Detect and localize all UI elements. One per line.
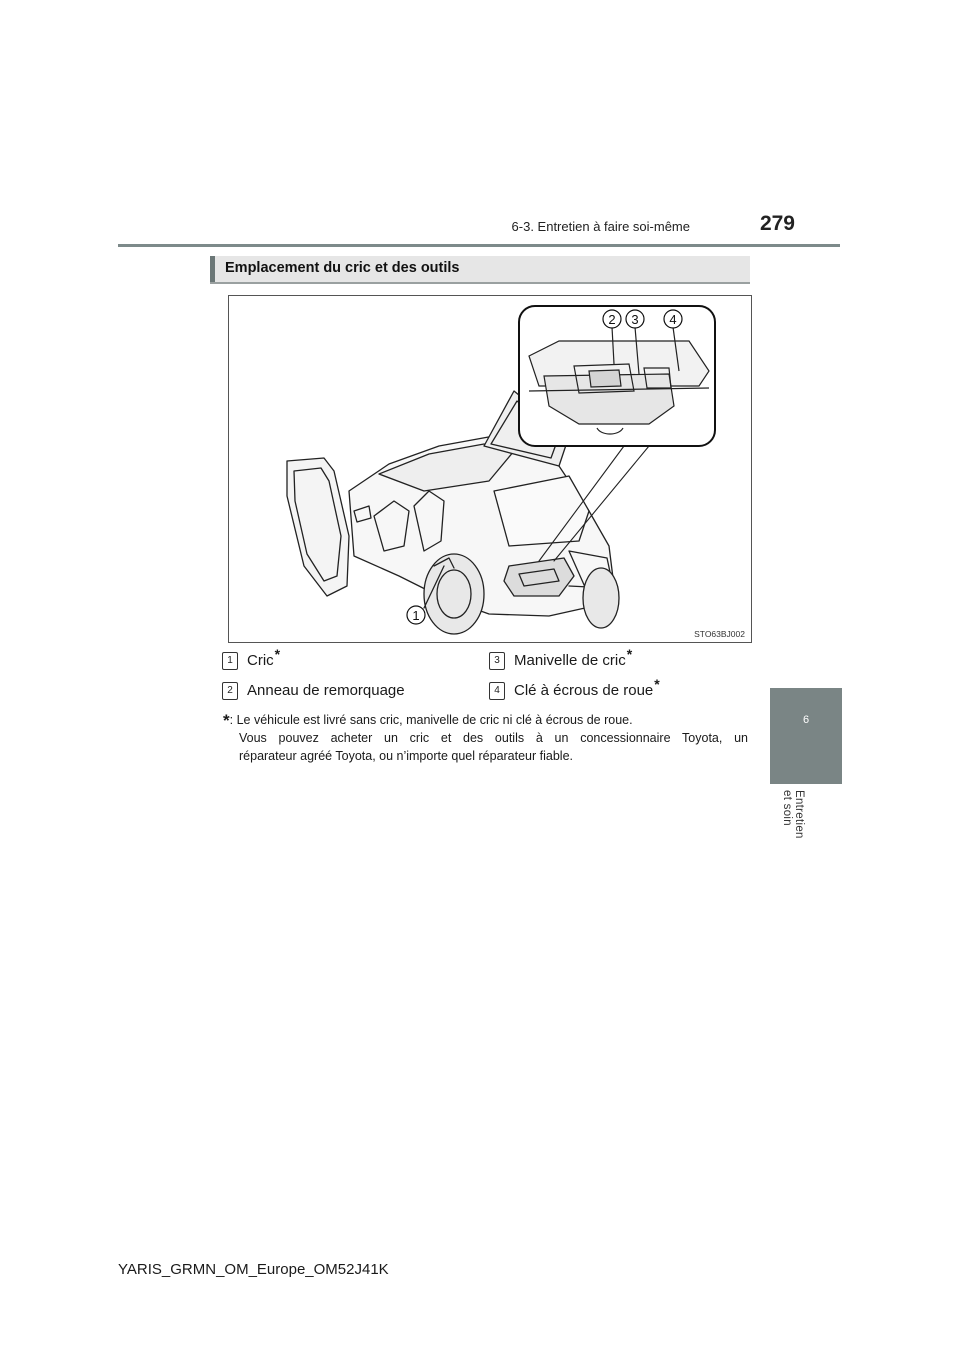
section-heading-title: Emplacement du cric et des outils xyxy=(225,260,460,276)
inset-callout-2: 2 xyxy=(608,312,616,327)
legend-number-1: 1 xyxy=(222,652,238,670)
header-rule xyxy=(118,244,840,247)
inset-callout-3: 3 xyxy=(631,312,639,327)
section-heading-accent xyxy=(210,256,215,282)
footnote-line-1: *: Le véhicule est livré sans cric, manivelle de cric ni clé à écrous de roue. xyxy=(223,711,633,730)
footnote-line-2: Vous pouvez acheter un cric et des outils à un concessionnaire Toyota, un xyxy=(239,731,748,745)
legend-label-wheel-nut-wrench: Clé à écrous de roue xyxy=(514,682,654,699)
chapter-tab xyxy=(770,688,842,784)
footnote-line-3: réparateur agréé Toyota, ou n’importe quel réparateur fiable. xyxy=(239,749,574,763)
legend-star-jack: * xyxy=(274,646,281,662)
footnote xyxy=(223,710,748,765)
figure-code: STO63BJ002 xyxy=(694,629,745,639)
vehicle-illustration-drawing xyxy=(229,296,751,642)
legend-label-jack-handle: Manivelle de cric xyxy=(514,652,626,669)
chapter-title: Entretien et soin xyxy=(781,790,805,839)
footnote-marker: * xyxy=(223,711,230,730)
legend-number-2: 2 xyxy=(222,682,238,700)
legend-item-jack-handle xyxy=(489,646,633,670)
section-heading xyxy=(210,256,750,284)
legend-label-towing-eyelet: Anneau de remorquage xyxy=(247,682,405,699)
legend-number-3: 3 xyxy=(489,652,505,670)
header-section-title: 6-3. Entretien à faire soi-même xyxy=(511,219,690,234)
legend-star-wheel-nut-wrench: * xyxy=(654,676,660,692)
legend-item-towing-eyelet xyxy=(222,682,405,700)
inset-callout-4: 4 xyxy=(669,312,677,327)
chapter-number: 6 xyxy=(802,714,810,726)
vehicle-illustration xyxy=(228,295,752,643)
callout-1: 1 xyxy=(412,608,420,623)
footer-document-code: YARIS_GRMN_OM_Europe_OM52J41K xyxy=(118,1261,389,1278)
legend-number-4: 4 xyxy=(489,682,505,700)
legend-item-jack xyxy=(222,646,281,670)
legend-label-jack: Cric xyxy=(247,652,274,669)
legend-item-wheel-nut-wrench xyxy=(489,676,660,700)
page-number: 279 xyxy=(759,212,795,235)
legend-star-jack-handle: * xyxy=(626,646,633,662)
